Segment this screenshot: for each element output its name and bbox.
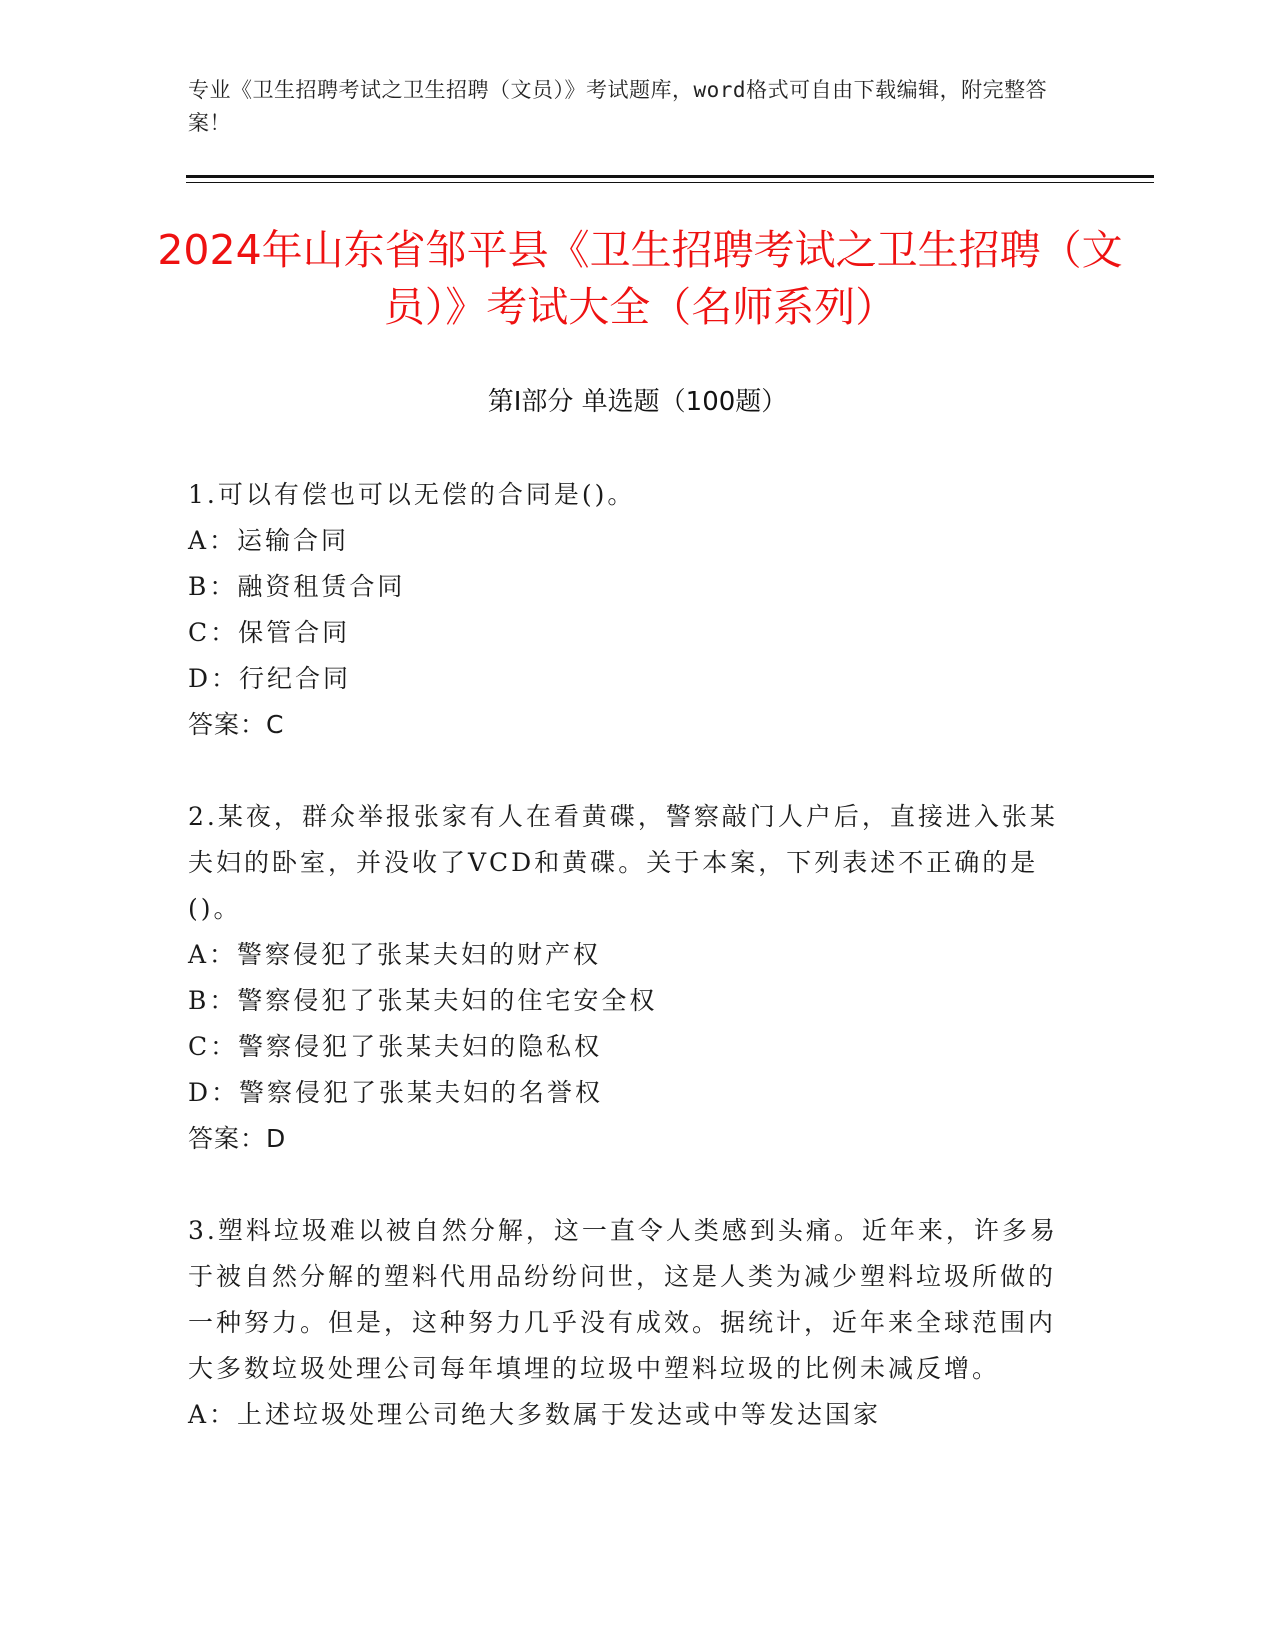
question-answer: 答案：D — [188, 1124, 287, 1153]
question-list — [188, 472, 1058, 1438]
header-divider-thick — [186, 175, 1154, 178]
header-note: 专业《卫生招聘考试之卫生招聘（文员）》考试题库，word格式可自由下载编辑，附完整答案！ — [188, 78, 1048, 135]
question-option: B：融资租赁合同 — [188, 572, 406, 601]
header-divider-thin — [186, 182, 1154, 183]
document-title: 2024年山东省邹平县《卫生招聘考试之卫生招聘（文员）》考试大全（名师系列） — [157, 226, 1123, 331]
question-option: D：行纪合同 — [188, 664, 352, 693]
question-stem: 3.塑料垃圾难以被自然分解，这一直令人类感到头痛。近年来，许多易于被自然分解的塑料代用品纷纷问世，这是人类为减少塑料垃圾所做的一种努力。但是，这种努力几乎没有成效。据统计，近年来全球范围内大多数垃圾处理公司每年填埋的垃圾中塑料垃圾的比例未减反增。 — [188, 1216, 1058, 1383]
question-answer: 答案：C — [188, 710, 285, 739]
question-item — [188, 1208, 1058, 1438]
section-title: 第Ⅰ部分 单选题（100题） — [487, 387, 788, 417]
question-spacer — [188, 748, 1058, 794]
question-option: C：警察侵犯了张某夫妇的隐私权 — [188, 1032, 603, 1061]
question-option: D：警察侵犯了张某夫妇的名誉权 — [188, 1078, 604, 1107]
question-item — [188, 472, 1058, 748]
question-option: B：警察侵犯了张某夫妇的住宅安全权 — [188, 986, 658, 1015]
question-stem: 1.可以有偿也可以无偿的合同是()。 — [188, 480, 636, 509]
question-option: A：运输合同 — [188, 526, 350, 555]
question-item — [188, 794, 1058, 1162]
question-option: A：上述垃圾处理公司绝大多数属于发达或中等发达国家 — [188, 1400, 882, 1429]
question-spacer — [188, 1162, 1058, 1208]
question-option: C：保管合同 — [188, 618, 351, 647]
question-option: A：警察侵犯了张某夫妇的财产权 — [188, 940, 602, 969]
question-stem: 2.某夜，群众举报张家有人在看黄碟，警察敲门人户后，直接进入张某夫妇的卧室，并没收了VCD和黄碟。关于本案，下列表述不正确的是()。 — [188, 802, 1058, 923]
